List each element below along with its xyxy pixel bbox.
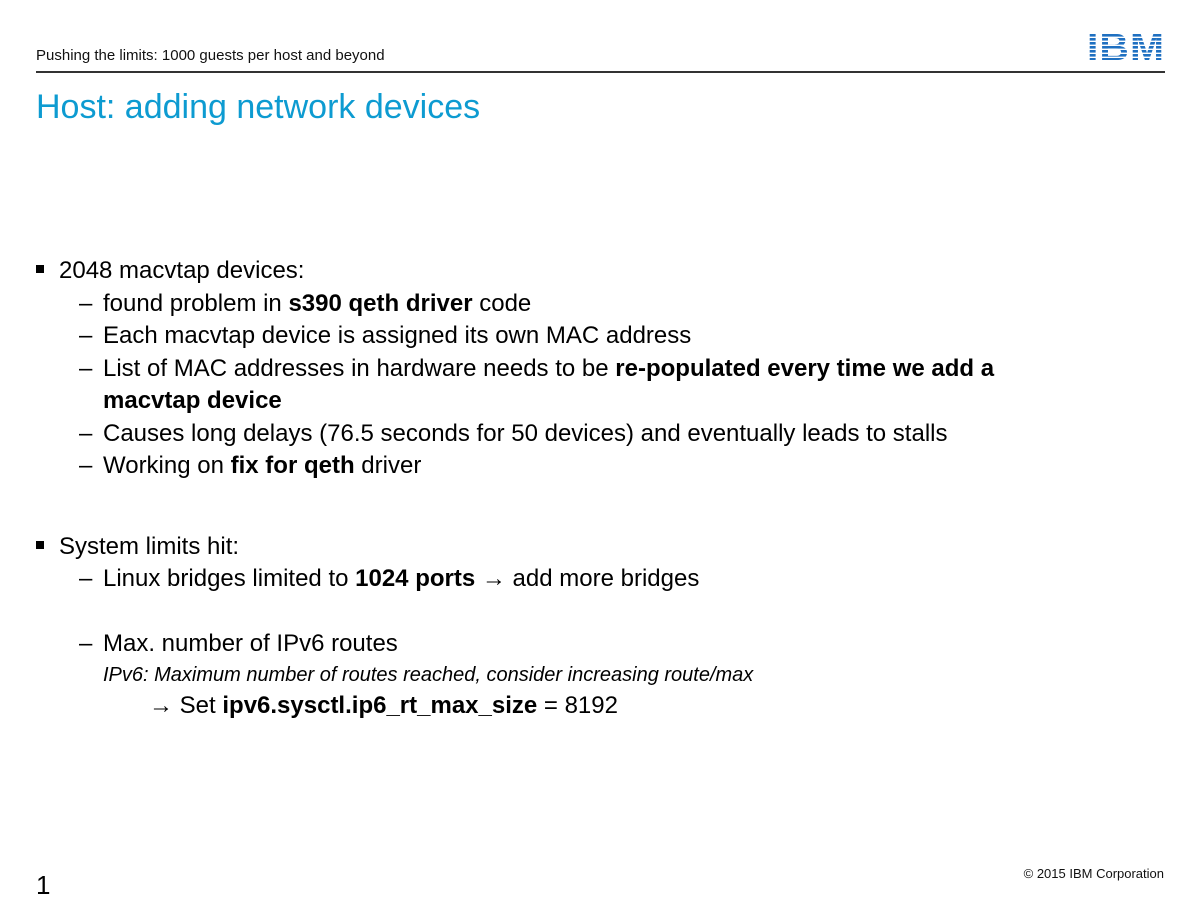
sub-bullet-continuation: macvtap device (103, 387, 282, 414)
slide-title: Host: adding network devices (36, 88, 481, 126)
square-bullet-icon (36, 265, 44, 273)
bullet-macvtap (36, 255, 1156, 288)
sub-bullet: – Causes long delays (76.5 seconds for 50 devices) and eventually leads to stalls (36, 418, 1156, 451)
dash-bullet-icon: – (79, 419, 93, 447)
bullet-text: System limits hit: (59, 532, 240, 560)
dash-bullet-icon: – (79, 629, 93, 657)
dash-bullet-icon: – (79, 322, 93, 349)
sub-bullet: – List of MAC addresses in hardware needs to be re-populated every time we add a (36, 353, 1156, 386)
dash-bullet-icon: – (79, 354, 93, 382)
sub-bullet: – Each macvtap device is assigned its own MAC address (36, 320, 1156, 353)
sub-bullet: – Working on fix for qeth driver (36, 450, 1156, 483)
dash-bullet-icon: – (79, 565, 93, 592)
ibm-logo (1087, 30, 1165, 62)
copyright: © 2015 IBM Corporation (1023, 866, 1164, 881)
sub-bullet: – Linux bridges limited to 1024 ports → add more bridges (36, 563, 1156, 596)
square-bullet-icon (36, 541, 44, 549)
header-subtitle: Pushing the limits: 1000 guests per host and beyond (36, 47, 385, 64)
page-number: 1 (36, 870, 51, 900)
header-rule (36, 71, 1165, 73)
slide-body (36, 255, 1156, 723)
error-message: IPv6: Maximum number of routes reached, consider increasing route/max (103, 664, 754, 686)
bullet-text: 2048 macvtap devices: (59, 257, 305, 284)
sub-bullet: – Max. number of IPv6 routes (36, 628, 1156, 661)
dash-bullet-icon: – (79, 452, 93, 479)
bullet-system-limits (36, 531, 1156, 564)
fix-line: → Set ipv6.sysctl.ip6_rt_max_size = 8192 (149, 692, 618, 719)
sub-bullet: – found problem in s390 qeth driver code (36, 288, 1156, 321)
dash-bullet-icon: – (79, 289, 93, 317)
